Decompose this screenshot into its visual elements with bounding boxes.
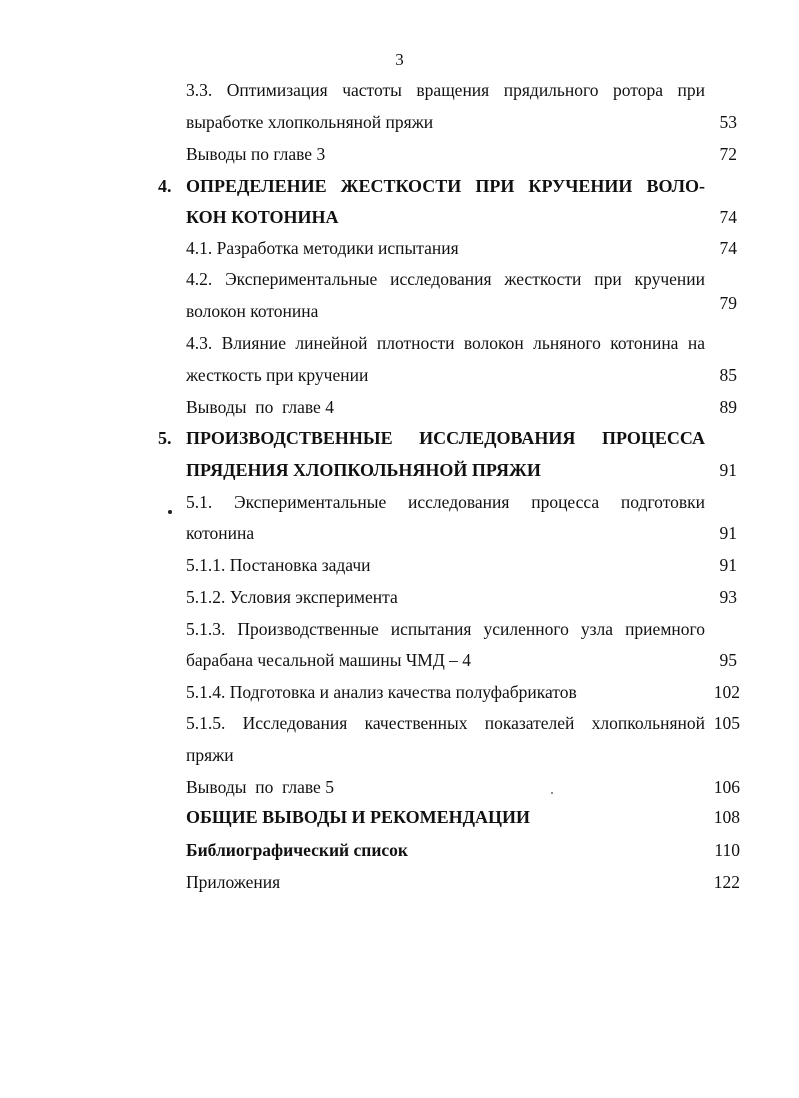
toc-page-conclusions-4: 89 (719, 397, 737, 417)
scan-speck-dot (168, 510, 172, 514)
toc-chapter-4-title-line2: КОН КОТОНИНА (186, 207, 339, 227)
toc-entry-appendices: Приложения (186, 872, 281, 892)
toc-page-5-1-3: 95 (719, 650, 737, 670)
toc-entry-4-1: 4.1. Разработка методики испытания (186, 238, 459, 258)
toc-chapter-4-title-line1: ОПРЕДЕЛЕНИЕ ЖЕСТКОСТИ ПРИ КРУЧЕНИИ ВОЛО- (186, 176, 705, 196)
toc-entry-5-1-1: 5.1.1. Постановка задачи (186, 555, 371, 575)
toc-page-conclusions-3: 72 (719, 144, 737, 164)
toc-page-bibliography: 110 (714, 840, 740, 860)
toc-page-conclusions-5: 106 (713, 777, 740, 797)
toc-page-5-1-1: 91 (719, 555, 737, 575)
toc-page-appendices: 122 (713, 872, 740, 892)
toc-page-5-1: 91 (719, 523, 737, 543)
toc-entry-conclusions-4: Выводы по главе 4 (186, 397, 334, 417)
toc-entry-4-2-line1: 4.2. Экспериментальные исследования жесткости при кручении (186, 269, 705, 289)
toc-page-chapter-4: 74 (719, 207, 737, 227)
toc-entry-5-1-3-line1: 5.1.3. Производственные испытания усиленного узла приемного (186, 619, 705, 639)
toc-chapter-4-number: 4. (158, 176, 172, 196)
toc-entry-general-conclusions: ОБЩИЕ ВЫВОДЫ И РЕКОМЕНДАЦИИ (186, 807, 531, 827)
toc-page-3-3: 53 (719, 112, 737, 132)
toc-page-5-1-5: 105 (713, 713, 740, 733)
toc-entry-4-3-line2: жесткость при кручении (186, 365, 369, 385)
toc-entry-5-1-line2: котонина (186, 523, 255, 543)
toc-entry-4-2-line2: волокон котонина (186, 301, 319, 321)
toc-page-5-1-4: 102 (713, 682, 740, 702)
page-number: 3 (395, 50, 404, 69)
toc-entry-bibliography: Библиографический список (186, 840, 409, 860)
toc-entry-3-3-line2: выработке хлопкольняной пряжи (186, 112, 434, 132)
toc-entry-conclusions-5: Выводы по главе 5 (186, 777, 334, 797)
toc-entry-5-1-5-line1: 5.1.5. Исследования качественных показателей хлопкольняной (186, 713, 705, 733)
toc-entry-5-1-line1: 5.1. Экспериментальные исследования процесса подготовки (186, 492, 705, 512)
toc-page-4-2: 79 (719, 293, 737, 313)
toc-page-4-1: 74 (719, 238, 737, 258)
toc-chapter-5-number: 5. (158, 428, 172, 448)
toc-entry-3-3-line1: 3.3. Оптимизация частоты вращения прядильного ротора при (186, 80, 705, 100)
toc-entry-conclusions-3: Выводы по главе 3 (186, 144, 326, 164)
toc-entry-5-1-5-line2: пряжи (186, 745, 234, 765)
scan-speck (551, 792, 553, 794)
toc-page-general-conclusions: 108 (713, 807, 740, 827)
toc-entry-5-1-2: 5.1.2. Условия эксперимента (186, 587, 398, 607)
toc-entry-5-1-3-line2: барабана чесальной машины ЧМД – 4 (186, 650, 472, 670)
toc-entry-5-1-4: 5.1.4. Подготовка и анализ качества полуфабрикатов (186, 682, 577, 702)
toc-page-chapter-5: 91 (719, 460, 737, 480)
toc-chapter-5-title-line1: ПРОИЗВОДСТВЕННЫЕ ИССЛЕДОВАНИЯ ПРОЦЕССА (186, 428, 705, 448)
toc-page-4-3: 85 (719, 365, 737, 385)
toc-page-5-1-2: 93 (719, 587, 737, 607)
toc-entry-4-3-line1: 4.3. Влияние линейной плотности волокон льняного котонина на (186, 333, 705, 353)
toc-chapter-5-title-line2: ПРЯДЕНИЯ ХЛОПКОЛЬНЯНОЙ ПРЯЖИ (186, 460, 541, 480)
